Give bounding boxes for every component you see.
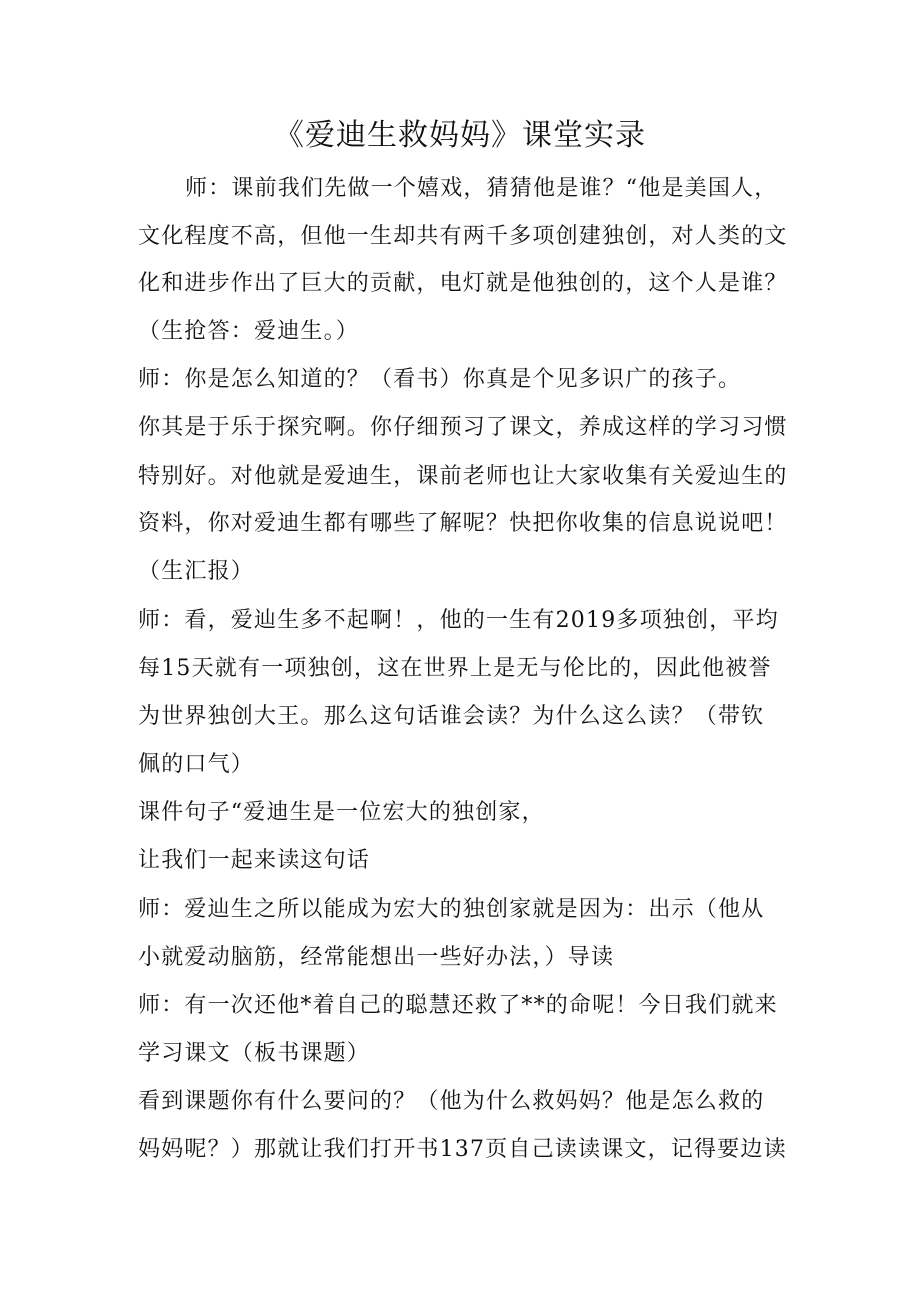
text-line: 你其是于乐于探究啊。你仔细预习了课文，养成这样的学习习惯 [138, 415, 788, 440]
text-line: 看到课题你有什么要问的？（他为什么救妈妈？他是怎么救的 [138, 1089, 765, 1114]
text-line: 每15天就有一项独创，这在世界上是无与伦比的，因此他被誉 [138, 656, 772, 681]
text-line: 文化程度不高，但他一生却共有两千多项创建独创，对人类的文 [138, 224, 788, 249]
text-line: 师：看，爱辿生多不起啊！，他的一生有2019多项独创，平均 [138, 608, 779, 633]
text-line: 为世界独创大王。那么这句话谁会读？为什么这么读？（带钦 [138, 704, 765, 729]
text-line: 学习课文（板书课题） [138, 1041, 371, 1066]
text-line: 妈妈呢？）那就让我们打开书137页自己读读课文，记得要边读 [138, 1137, 787, 1162]
text-line: 资料，你对爱迪生都有哪些了解呢？快把你收集的信息说说吧！ [138, 511, 788, 536]
text-line: 佩的口气） [138, 752, 255, 777]
text-line: 让我们一起来读这句话 [138, 848, 371, 873]
text-line: 课件句子“爱迪生是一位宏大的独创家， [138, 800, 545, 825]
text-line: 特别好。对他就是爱迪生，课前老师也让大家收集有关爱辿生的 [138, 464, 788, 489]
text-line: （生汇报） [138, 559, 255, 584]
text-line: 师：爱辿生之所以能成为宏大的独创家就是因为：出示（他从 [138, 897, 765, 922]
text-line: 师：有一次还他*着自己的聪慧还救了**的命呢！今日我们就来 [138, 993, 778, 1018]
text-line: 小就爱动脑筋，经常能想出一些好办法，）导读 [138, 945, 615, 970]
document-title: 《爱迪生救妈妈》课堂实录 [274, 118, 646, 153]
text-line: 师：课前我们先做一个嬉戏，猜猜他是谁？“他是美国人， [185, 176, 778, 201]
text-line: （生抢答：爱迪生。） [138, 319, 360, 344]
text-line: 师：你是怎么知道的？（看书）你真是个见多识广的孩子。 [138, 367, 742, 392]
text-line: 化和进步作出了巨大的贡献，电灯就是他独创的，这个人是谁？ [138, 271, 788, 296]
